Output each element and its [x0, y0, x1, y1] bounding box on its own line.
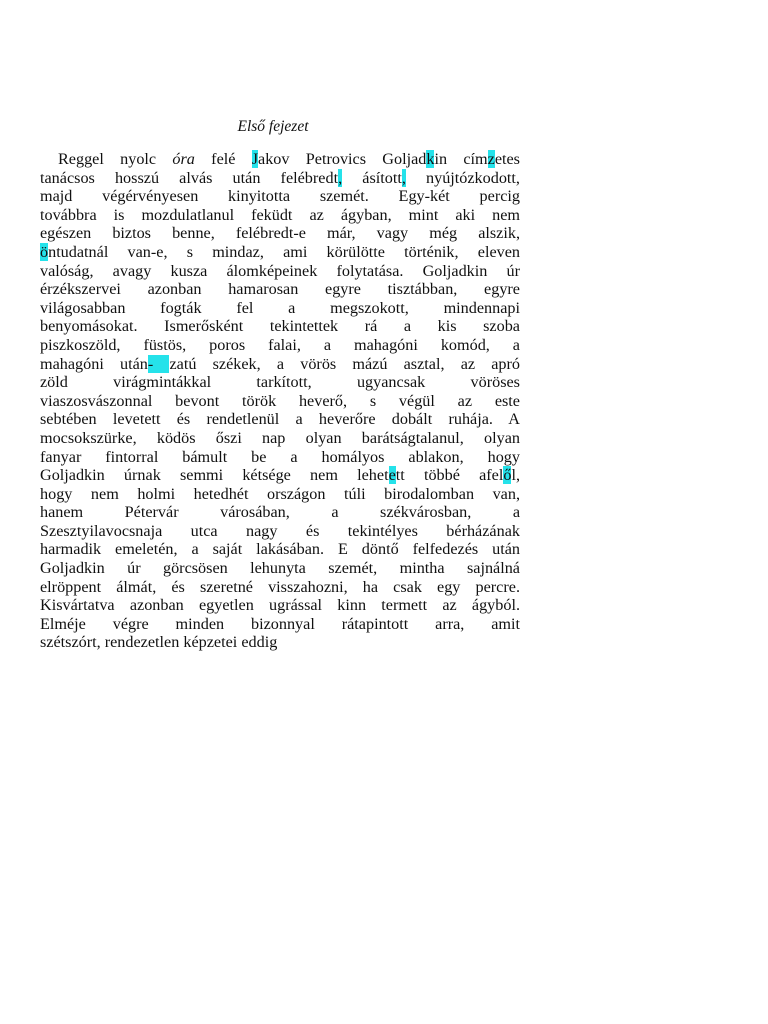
text-segment: Reggel nyolc — [58, 150, 173, 168]
text-segment: l, — [511, 466, 520, 485]
text-segment: zöld virágmintákkal tarkított, ugyancsak vöröses — [40, 373, 520, 392]
text-segment: majd végérvényesen kinyitotta szemét. Egy-két percig — [40, 187, 520, 206]
text-segment: Goljadkin úr görcsösen lehunyta szemét, mintha sajnálná — [40, 559, 520, 578]
text-line — [40, 466, 520, 485]
text-line — [40, 299, 520, 318]
text-line — [40, 615, 520, 634]
highlighted-text: k — [426, 150, 435, 168]
text-line — [40, 280, 520, 299]
text-line — [40, 150, 520, 169]
text-line — [40, 355, 520, 374]
highlighted-text: ő — [503, 466, 512, 485]
highlighted-text: z — [487, 150, 495, 168]
text-line — [40, 169, 520, 188]
text-line — [40, 317, 520, 336]
text-segment: hogy nem holmi hetedhét országon túli birodalomban van, — [40, 484, 520, 503]
text-line — [40, 448, 520, 467]
text-segment: hanem Pétervár városában, a székvárosban, a — [40, 503, 520, 522]
chapter-title: Első fejezet — [237, 118, 309, 135]
text-line — [40, 243, 520, 262]
text-line — [40, 559, 520, 578]
text-segment: fanyar fintorral bámult be a homályos ablakon, hogy — [40, 447, 520, 466]
text-segment: sebtében levetett és rendetlenül a heverőre dobált ruhája. A — [40, 410, 520, 429]
text-segment: tt többé afel — [395, 466, 504, 485]
text-segment: valóság, avagy kusza álomképeinek folytatása. Goljadkin úr — [40, 261, 520, 280]
text-segment: egészen biztos benne, felébredt-e már, vagy még alszik, — [40, 224, 520, 243]
text-line — [40, 410, 520, 429]
text-segment: harmadik emeletén, a saját lakásában. E döntő felfedezés után — [40, 540, 520, 559]
text-segment: in cím — [434, 150, 488, 168]
text-line — [40, 373, 520, 392]
text-line — [40, 633, 520, 652]
text-segment: szétszórt, rendezetlen képzetei eddig — [40, 633, 278, 652]
highlighted-text: , — [401, 168, 406, 187]
text-segment: tanácsos hosszú alvás után felébredt — [40, 168, 339, 187]
text-segment: viaszosvászonnal bevont török heverő, s végül az este — [40, 391, 520, 410]
highlighted-text: ö — [40, 242, 49, 261]
text-segment: Goljadkin úrnak semmi kétsége nem lehet — [40, 466, 389, 485]
text-segment: mahagóni után — [40, 354, 148, 373]
text-segment: Elméje végre minden bizonnyal rátapintott arra, amit — [40, 614, 520, 633]
text-segment: mocsokszürke, ködös őszi nap olyan barátságtalanul, olyan — [40, 428, 520, 447]
text-segment: etes — [494, 150, 520, 168]
text-line — [40, 224, 520, 243]
text-segment: továbbra is mozdulatlanul feküdt az ágyban, mint aki nem — [40, 205, 520, 224]
text-segment: Kisvártatva azonban egyetlen ugrással kinn termett az ágyból. — [40, 596, 520, 615]
text-segment: zatú székek, a vörös mázú asztal, az apró — [169, 354, 521, 373]
text-line — [40, 262, 520, 281]
highlighted-text: , — [338, 168, 343, 187]
highlighted-text: J — [251, 150, 259, 168]
text-segment: ásított — [342, 168, 402, 187]
text-segment: elröppent álmát, és szeretné visszahozni, ha csak egy percre. — [40, 577, 520, 596]
text-line — [40, 429, 520, 448]
text-segment: akov Petrovics Goljad — [258, 150, 427, 168]
text-line — [40, 503, 520, 522]
text-segment: világosabban fogták fel a megszokott, mindennapi — [40, 298, 520, 317]
text-line — [40, 596, 520, 615]
text-line — [40, 485, 520, 504]
text-segment: Szesztyilavocsnaja utca nagy és tekintélyes bérházának — [40, 521, 520, 540]
text-line — [40, 187, 520, 206]
text-line — [40, 336, 520, 355]
highlighted-text: e — [388, 466, 396, 485]
highlighted-text: - — [147, 354, 170, 373]
text-line — [40, 578, 520, 597]
text-segment: benyomásokat. Ismerősként tekintettek rá a kis szoba — [40, 317, 520, 336]
text-line — [40, 206, 520, 225]
text-segment: piszkoszöld, füstös, poros falai, a mahagóni komód, a — [40, 335, 520, 354]
text-segment: ntudatnál van-e, s mindaz, ami körülötte történik, eleven — [48, 242, 520, 261]
text-line — [40, 522, 520, 541]
text-segment: felé — [194, 150, 252, 168]
text-segment: érzékszervei azonban hamarosan egyre tisztábban, egyre — [40, 280, 520, 299]
chapter-body-text — [40, 150, 520, 652]
text-line — [40, 392, 520, 411]
text-segment: nyújtózkodott, — [405, 168, 520, 187]
text-line — [40, 540, 520, 559]
italic-text: óra — [172, 150, 195, 168]
